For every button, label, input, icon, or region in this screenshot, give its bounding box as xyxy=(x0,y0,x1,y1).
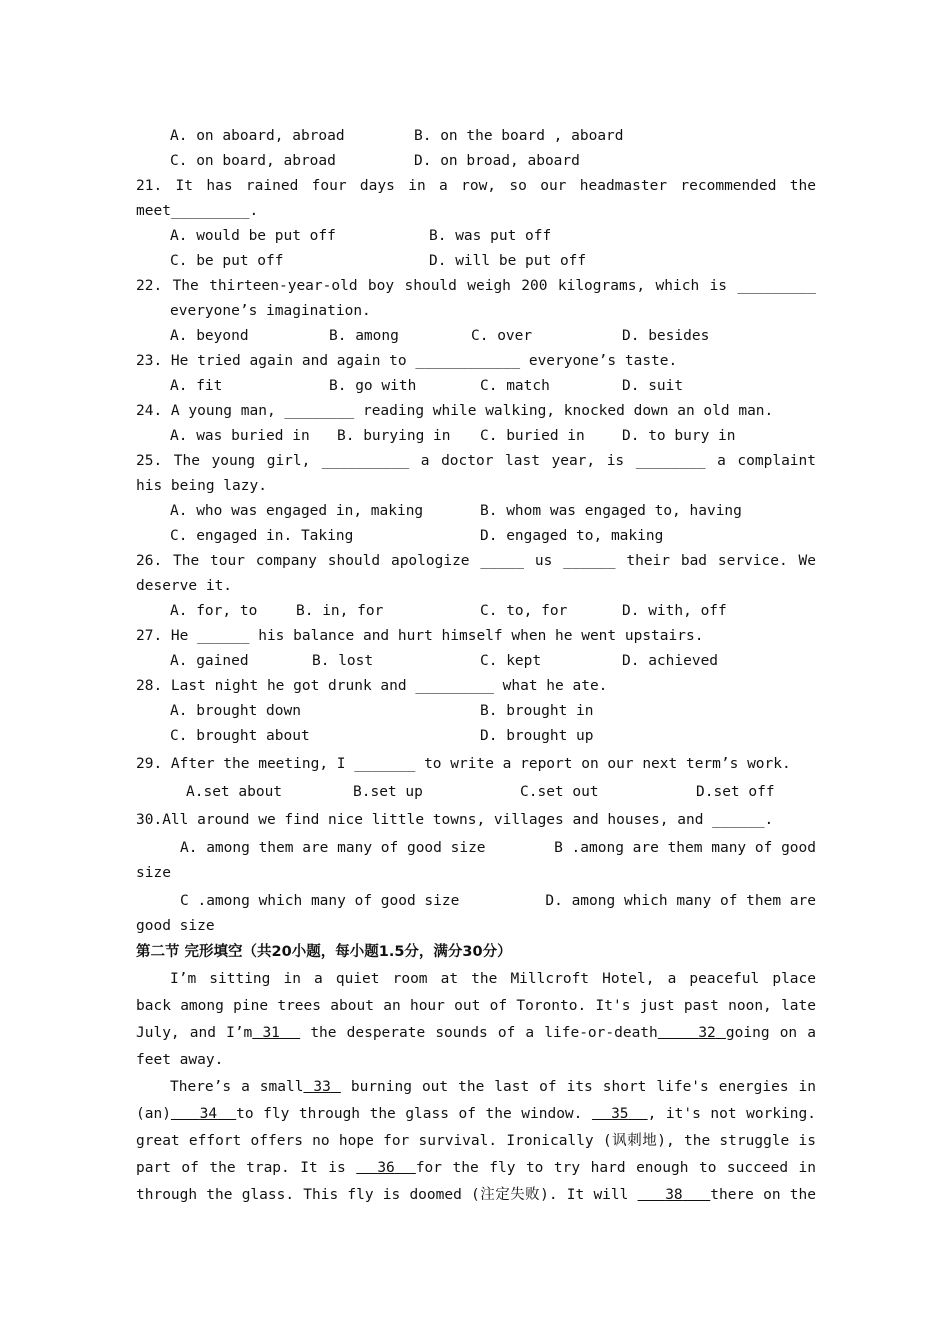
q29-option-a: A.set about xyxy=(186,784,283,800)
q28-option-b: B. brought in xyxy=(480,703,594,719)
q21-option-d: D. will be put off xyxy=(429,253,587,269)
q20-option-b: B. on the board , aboard xyxy=(414,128,624,144)
q24-stem: 24. A young man, ________ reading while walking, knocked down an old man. xyxy=(136,403,774,419)
cloze-passage xyxy=(136,966,816,1209)
q30-option-b: B .among are them many of good xyxy=(554,840,816,856)
q25-stem-cont: his being lazy. xyxy=(136,478,267,494)
q28-option-d: D. brought up xyxy=(480,728,594,744)
q24-option-d: D. to bury in xyxy=(622,428,736,444)
q21-options-row-1 xyxy=(136,224,816,249)
q27-option-c: C. kept xyxy=(480,653,542,669)
q21-options-row-2 xyxy=(136,249,816,274)
section-heading: 第二节 完形填空（共20小题，每小题1.5分，满分30分） xyxy=(136,944,512,960)
q20-options-row-2 xyxy=(136,149,816,174)
q27-option-d: D. achieved xyxy=(622,653,719,669)
q22-options xyxy=(136,324,816,349)
q24-options xyxy=(136,424,816,449)
q30-option-d-cont: good size xyxy=(136,918,215,934)
passage-line: through the glass. This fly is doomed (注定失败). It will 38 there on the xyxy=(136,1187,816,1203)
q22-option-c: C. over xyxy=(471,328,533,344)
q25-option-b: B. whom was engaged to, having xyxy=(480,503,742,519)
q20-options-row-1 xyxy=(136,124,816,149)
blank-34: 34 xyxy=(199,1106,218,1122)
q21-stem: 21. It has rained four days in a row, so our headmaster recommended the xyxy=(136,178,816,194)
q29-options xyxy=(136,780,816,805)
q28-options-row-1 xyxy=(136,699,816,724)
q28-option-a: A. brought down xyxy=(170,703,301,719)
q22-stem-cont: everyone’s imagination. xyxy=(170,303,371,319)
passage-line: great effort offers no hope for survival. Ironically (讽刺地), the struggle is xyxy=(136,1133,816,1149)
blank-33: 33 xyxy=(313,1079,331,1095)
q20-option-d: D. on broad, aboard xyxy=(414,153,580,169)
q26-stem-cont: deserve it. xyxy=(136,578,233,594)
q30-option-b-cont: size xyxy=(136,865,171,881)
q25-option-d: D. engaged to, making xyxy=(480,528,664,544)
q28-options-row-2 xyxy=(136,724,816,749)
q29-option-d: D.set off xyxy=(696,784,775,800)
q23-options xyxy=(136,374,816,399)
passage-line: part of the trap. It is 36 for the fly to try hard enough to succeed in xyxy=(136,1160,816,1176)
q21-option-a: A. would be put off xyxy=(170,228,336,244)
q26-option-b: B. in, for xyxy=(296,603,384,619)
q25-option-a: A. who was engaged in, making xyxy=(170,503,424,519)
passage-line: There’s a small 33 burning out the last of its short life's energies in xyxy=(170,1079,816,1095)
q23-option-b: B. go with xyxy=(329,378,417,394)
q26-options xyxy=(136,599,816,624)
passage-line: feet away. xyxy=(136,1052,224,1068)
q26-option-c: C. to, for xyxy=(480,603,568,619)
q26-stem: 26. The tour company should apologize _____ us ______ their bad service. We xyxy=(136,553,816,569)
q27-option-b: B. lost xyxy=(312,653,374,669)
q30-option-a: A. among them are many of good size xyxy=(180,840,486,856)
q23-option-d: D. suit xyxy=(622,378,684,394)
q22-option-d: D. besides xyxy=(622,328,710,344)
q25-option-c: C. engaged in. Taking xyxy=(170,528,354,544)
q21-option-c: C. be put off xyxy=(170,253,284,269)
q29-option-c: C.set out xyxy=(520,784,599,800)
q30-options-row-2 xyxy=(136,889,816,914)
q22-option-b: B. among xyxy=(329,328,399,344)
q23-option-a: A. fit xyxy=(170,378,223,394)
q29-option-b: B.set up xyxy=(353,784,423,800)
q25-options-row-2 xyxy=(136,524,816,549)
q20-option-a: A. on aboard, abroad xyxy=(170,128,345,144)
q30-stem: 30.All around we find nice little towns, villages and houses, and ______. xyxy=(136,812,774,828)
q23-stem: 23. He tried again and again to ____________ everyone’s taste. xyxy=(136,353,678,369)
blank-31: 31 xyxy=(262,1025,280,1041)
q27-stem: 27. He ______ his balance and hurt himself when he went upstairs. xyxy=(136,628,704,644)
q22-stem: 22. The thirteen-year-old boy should weigh 200 kilograms, which is _________ xyxy=(136,278,816,294)
blank-38: 38 xyxy=(665,1187,683,1203)
passage-line: July, and I’m 31 the desperate sounds of a life-or-death 32 going on a xyxy=(136,1025,816,1041)
q25-options-row-1 xyxy=(136,499,816,524)
q23-option-c: C. match xyxy=(480,378,550,394)
blank-32: 32 xyxy=(698,1025,716,1041)
q30-options-row-1 xyxy=(136,836,816,861)
q26-option-d: D. with, off xyxy=(622,603,727,619)
q29-stem: 29. After the meeting, I _______ to write a report on our next term’s work. xyxy=(136,756,791,772)
q28-stem: 28. Last night he got drunk and _________ what he ate. xyxy=(136,678,608,694)
q28-option-c: C. brought about xyxy=(170,728,310,744)
q22-option-a: A. beyond xyxy=(170,328,249,344)
q27-options xyxy=(136,649,816,674)
q30-option-c: C .among which many of good size xyxy=(180,893,460,909)
q24-option-a: A. was buried in xyxy=(170,428,310,444)
q25-stem: 25. The young girl, __________ a doctor last year, is ________ a complaint xyxy=(136,453,816,469)
blank-35: 35 xyxy=(611,1106,629,1122)
q30-option-d: D. among which many of them are xyxy=(545,893,816,909)
passage-line: back among pine trees about an hour out of Toronto. It's just past noon, late xyxy=(136,998,816,1014)
passage-line: (an) 34 to fly through the glass of the window. 35 , it's not working. xyxy=(136,1106,816,1122)
q21-option-b: B. was put off xyxy=(429,228,552,244)
q27-option-a: A. gained xyxy=(170,653,249,669)
q21-stem-cont: meet_________. xyxy=(136,203,259,219)
q20-option-c: C. on board, abroad xyxy=(170,153,336,169)
q24-option-c: C. buried in xyxy=(480,428,585,444)
blank-36: 36 xyxy=(377,1160,395,1176)
q26-option-a: A. for, to xyxy=(170,603,258,619)
exam-page xyxy=(136,124,816,1209)
q24-option-b: B. burying in xyxy=(337,428,451,444)
passage-line: I’m sitting in a quiet room at the Millcroft Hotel, a peaceful place xyxy=(170,971,816,987)
